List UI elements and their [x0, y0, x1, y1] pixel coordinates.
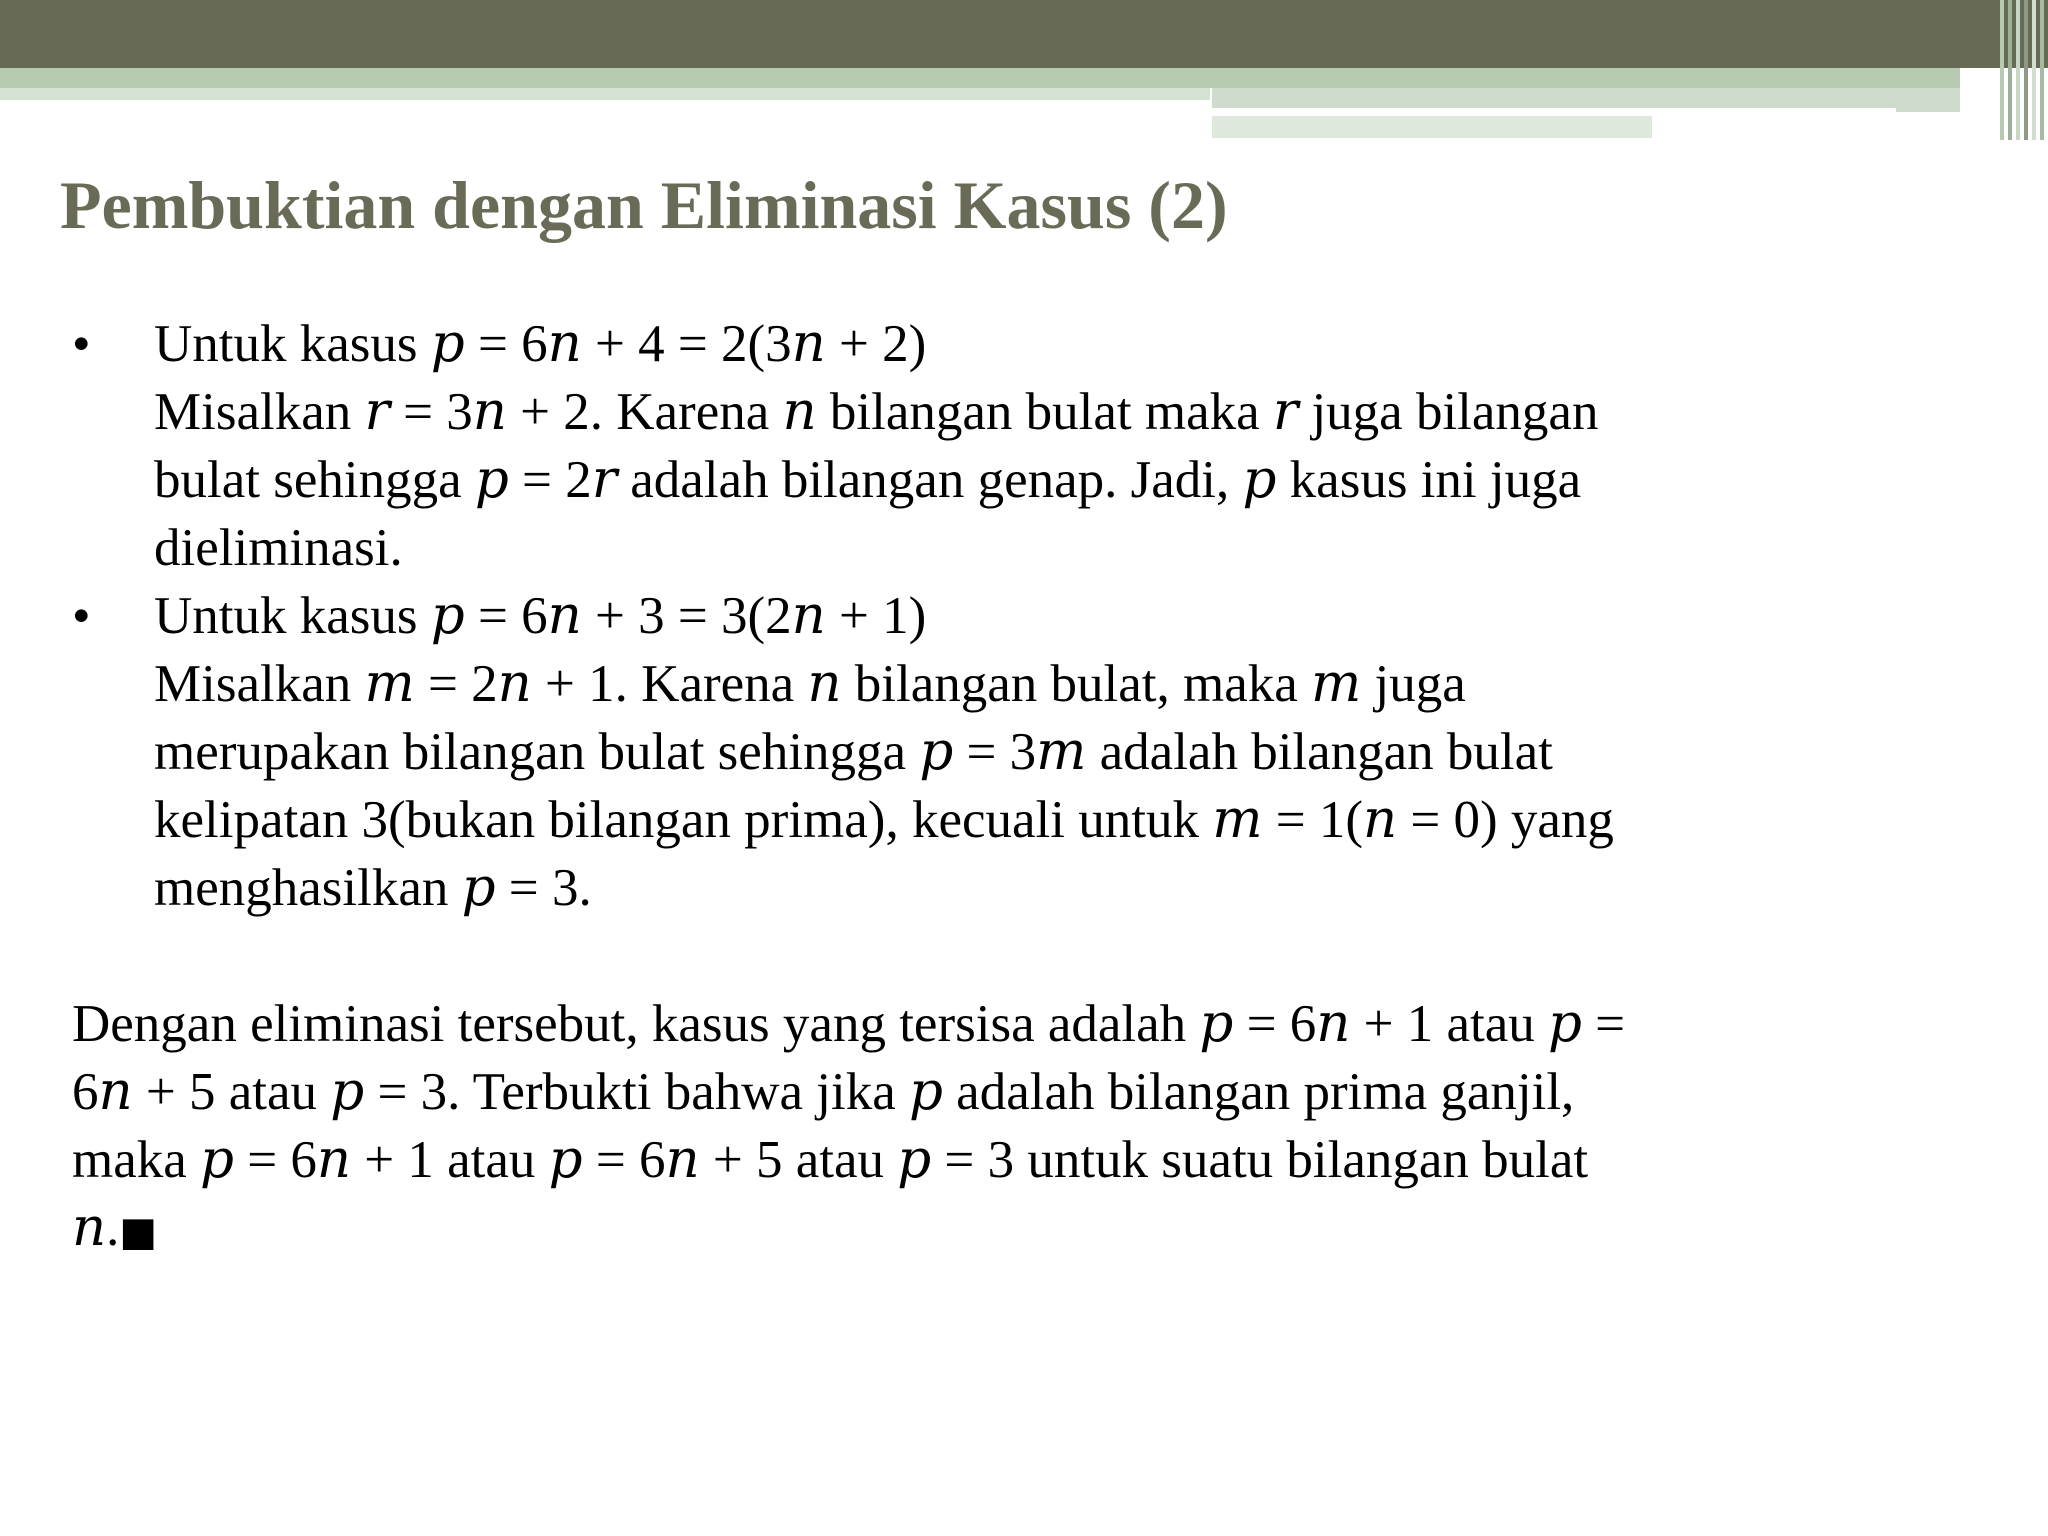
conclusion-paragraph — [72, 990, 1972, 1266]
header-bar-light-left — [0, 88, 1210, 100]
bullet-line: menghasilkan 𝑝 = 3. — [154, 859, 592, 917]
conclusion-line: 6𝑛 + 5 atau 𝑝 = 3. Terbukti bahwa jika 𝑝 adalah bilangan prima ganjil, — [72, 1063, 1575, 1121]
bullet-line: Untuk kasus 𝑝 = 6𝑛 + 4 = 2(3𝑛 + 2) — [154, 315, 927, 373]
bullet-dot: • — [72, 315, 91, 373]
conclusion-line — [72, 1194, 1972, 1266]
qed-square-icon: ■ — [119, 1209, 158, 1255]
bullet-case-6n-plus-3 — [72, 582, 1972, 922]
bullet-line: Untuk kasus 𝑝 = 6𝑛 + 3 = 3(2𝑛 + 1) — [154, 587, 927, 645]
bullet-line: dieliminasi. — [154, 519, 403, 577]
header-vertical-stripes — [1994, 0, 2048, 140]
bullet-line: bulat sehingga 𝑝 = 2𝑟 adalah bilangan genap. Jadi, 𝑝 kasus ini juga — [154, 451, 1582, 509]
bullet-line: kelipatan 3(bukan bilangan prima), kecuali untuk 𝑚 = 1(𝑛 = 0) yang — [154, 791, 1614, 849]
header-bar-light — [0, 68, 1960, 88]
header-divider-line — [1212, 108, 1896, 112]
bullet-dot: • — [72, 587, 91, 645]
bullet-line: Misalkan 𝑟 = 3𝑛 + 2. Karena 𝑛 bilangan bulat maka 𝑟 juga bilangan — [154, 383, 1599, 441]
bullet-line: Misalkan 𝑚 = 2𝑛 + 1. Karena 𝑛 bilangan bulat, maka 𝑚 juga — [154, 655, 1466, 713]
slide-title: Pembuktian dengan Eliminasi Kasus (2) — [60, 167, 1228, 243]
bullet-case-6n-plus-4 — [72, 310, 1972, 582]
conclusion-line: maka 𝑝 = 6𝑛 + 1 atau 𝑝 = 6𝑛 + 5 atau 𝑝 = 3 untuk suatu bilangan bulat — [72, 1131, 1589, 1189]
slide-body — [72, 310, 1972, 1266]
conclusion-line-text: 𝑛. — [72, 1199, 120, 1257]
bullet-line: merupakan bilangan bulat sehingga 𝑝 = 3𝑚 adalah bilangan bulat — [154, 723, 1553, 781]
header-bar-dark — [0, 0, 2048, 68]
header-bar-light-small — [1212, 116, 1652, 138]
conclusion-line: Dengan eliminasi tersebut, kasus yang tersisa adalah 𝑝 = 6𝑛 + 1 atau 𝑝 = — [72, 995, 1626, 1053]
